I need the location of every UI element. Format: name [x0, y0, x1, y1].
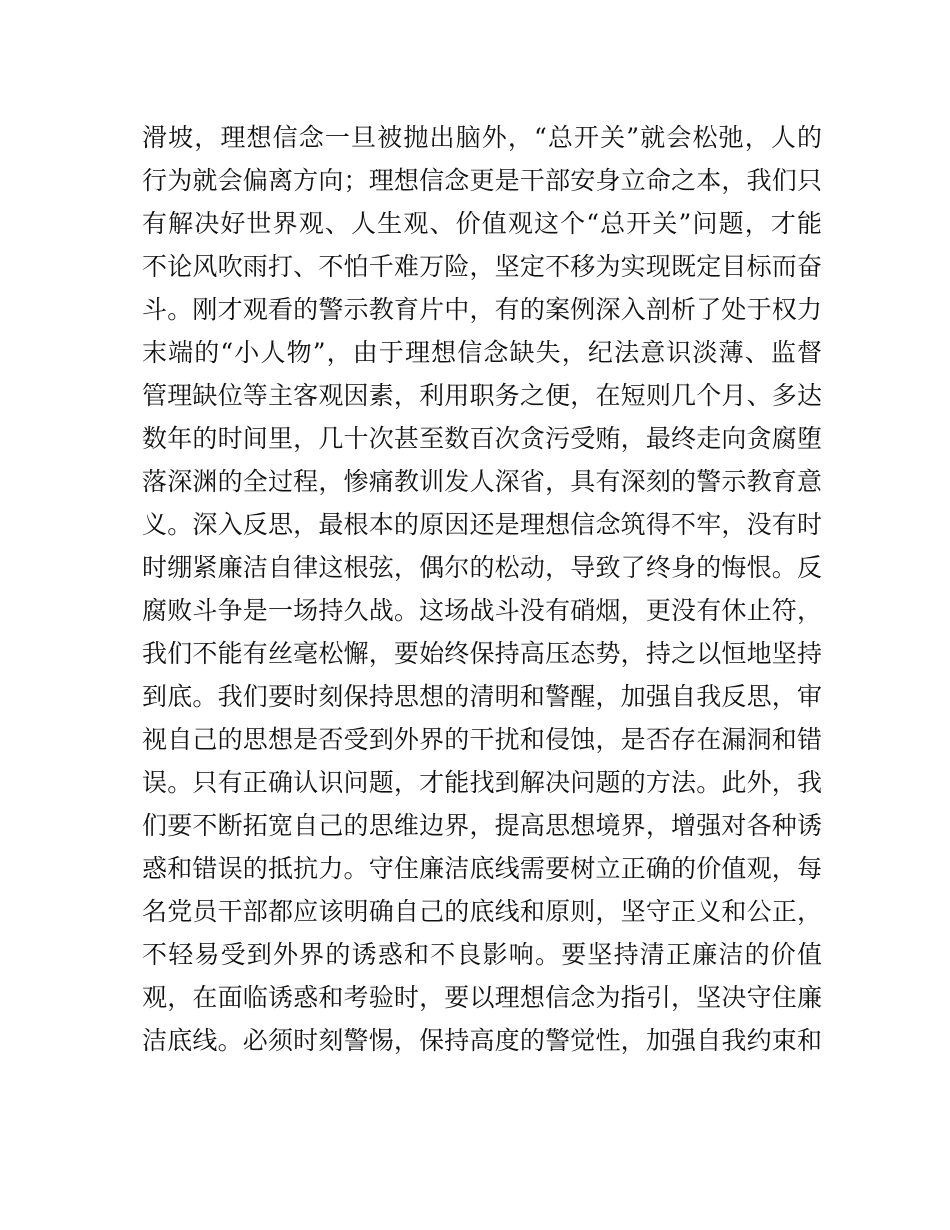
text-line: 洁底线。必须时刻警惕，保持高度的警觉性，加强自我约束和 [142, 1026, 822, 1055]
text-line: 腐败斗争是一场持久战。这场战斗没有硝烟，更没有休止符， [142, 596, 822, 625]
text-line: 不论风吹雨打、不怕千难万险，坚定不移为实现既定目标而奋 [142, 252, 822, 281]
text-line: 名党员干部都应该明确自己的底线和原则，坚守正义和公正， [142, 897, 822, 926]
text-line: 视自己的思想是否受到外界的干扰和侵蚀，是否存在漏洞和错 [142, 725, 822, 754]
text-line: 观，在面临诱惑和考验时，要以理想信念为指引，坚决守住廉 [142, 983, 822, 1012]
text-line: 滑坡，理想信念一旦被抛出脑外，“总开关”就会松弛，人的 [142, 123, 822, 152]
text-line: 行为就会偏离方向；理想信念更是干部安身立命之本，我们只 [142, 166, 822, 195]
text-line: 有解决好世界观、人生观、价值观这个“总开关”问题，才能 [142, 209, 822, 238]
text-line: 管理缺位等主客观因素，利用职务之便，在短则几个月、多达 [142, 381, 822, 410]
text-line: 到底。我们要时刻保持思想的清明和警醒，加强自我反思，审 [142, 682, 822, 711]
text-line: 误。只有正确认识问题，才能找到解决问题的方法。此外，我 [142, 768, 822, 797]
text-line: 落深渊的全过程，惨痛教训发人深省，具有深刻的警示教育意 [142, 467, 822, 496]
text-line: 末端的“小人物”，由于理想信念缺失，纪法意识淡薄、监督 [142, 338, 822, 367]
text-line: 我们不能有丝毫松懈，要始终保持高压态势，持之以恒地坚持 [142, 639, 822, 668]
text-line: 惑和错误的抵抗力。守住廉洁底线需要树立正确的价值观，每 [142, 854, 822, 883]
text-line: 们要不断拓宽自己的思维边界，提高思想境界，增强对各种诱 [142, 811, 822, 840]
text-line: 不轻易受到外界的诱惑和不良影响。要坚持清正廉洁的价值 [142, 940, 822, 969]
body-text [142, 116, 822, 1062]
text-line: 时绷紧廉洁自律这根弦，偶尔的松动，导致了终身的悔恨。反 [142, 553, 822, 582]
text-line: 数年的时间里，几十次甚至数百次贪污受贿，最终走向贪腐堕 [142, 424, 822, 453]
text-line: 义。深入反思，最根本的原因还是理想信念筑得不牢，没有时 [142, 510, 822, 539]
text-line: 斗。刚才观看的警示教育片中，有的案例深入剖析了处于权力 [142, 295, 822, 324]
